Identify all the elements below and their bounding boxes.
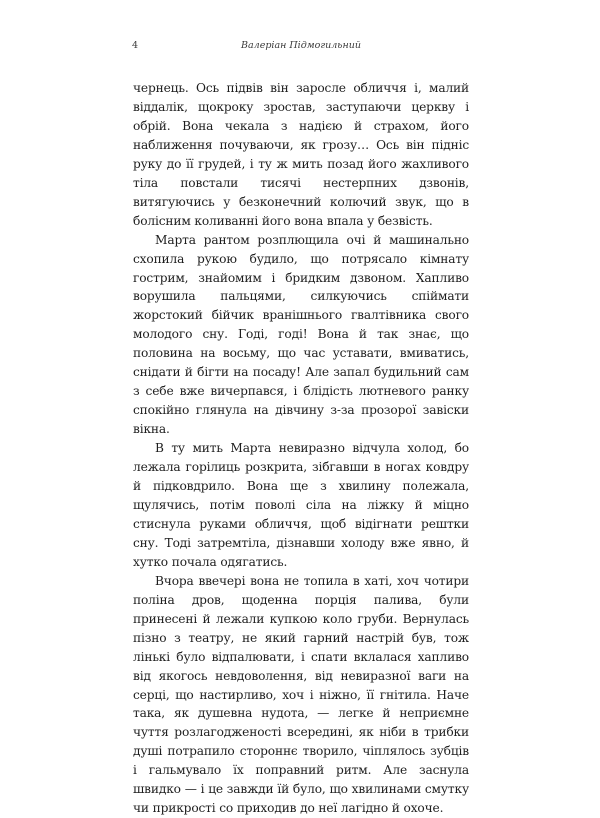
paragraph: чернець. Ось підвів він заросле обличчя і, малий віддалік, щокроку зростав, заступаючи церкву і обрій. Вона чекала з надією й страхом, його наближення почуваючи, як грозу… Ось він підніс руку до її грудей, і ту ж мить позад його жахливого тіла повстали тисячі нестерпних дзвонів, витягуючись у безконечний колючий звук, що в болісним коливанні його вона впала у безвість. — [133, 81, 469, 228]
body-text — [133, 79, 469, 818]
paragraph: Марта рантом розплющила очі й машинально схопила рукою будило, що потрясало кімнату гострим, знайомим і бридким дзвоном. Хапливо ворушила пальцями, силкуючись спіймати жорстокий бійчик вранішнього гвалтівника свого молодого сну. Годі, годі! Вона й так знає, що половина на восьму, що час уставати, вмиватись, снідати й бігти на посаду! Але запал будильний сам з себе вже вичерпався, і блідість лютневого ранку спокійно глянула на дівчину з-за прозорої завіски вікна. — [133, 232, 469, 437]
paragraph: В ту мить Марта невиразно відчула холод, бо лежала горілиць розкрита, зібгавши в ногах ковдру й підковдрило. Вона ще з хвилину полежала, щулячись, потім поволі сіла на ліжку й міцно стиснула руками обличчя, щоб відігнати рештки сну. Тоді затремтіла, дізнавши холоду вже явно, й хутко почала одягатись. — [133, 441, 469, 569]
page-header — [132, 40, 470, 54]
paragraph: Вчора ввечері вона не топила в хаті, хоч чотири поліна дров, щоденна порція палива, були принесені й лежали купкою коло груби. Вернулась пізно з театру, не який гарний настрій був, тож лінькі було відпалювати, і спати вклалася хапливо від якогось невдоволення, від невиразної ваги на серці, що настирливо, хоч і ніжно, її гнітила. Наче така, як душевна нудота, — легке й неприємне чуття розлагодженості всередині, як ніби в трибки душі потрапило стороннє творило, чіплялось зубців і гальмувало їх поправний ритм. Але заснула швидко — і це завжди їй було, що хвилинами смутку чи прикрості со приходив до неї лагідно й охоче. — [133, 573, 469, 816]
running-title: Валеріан Підмогильний — [241, 40, 361, 51]
page-number: 4 — [132, 40, 139, 51]
